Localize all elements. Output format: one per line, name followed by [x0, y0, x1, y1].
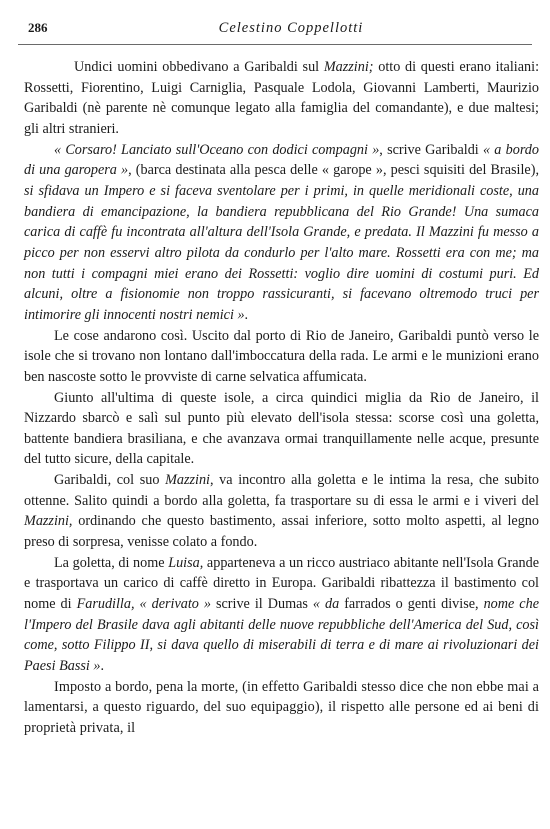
paragraph [24, 326, 539, 388]
text-run: Imposto a bordo, pena la morte, (in effetto Garibaldi stesso dice che non ebbe mai a lamentarsi, a questo riguardo, del suo equipaggio), il rispetto alle persone ed ai beni di proprietà privata, il [24, 678, 539, 736]
text-run: , scrive Garibaldi [379, 141, 483, 158]
text-run: , va incontro alla goletta e le intima la resa, che subito ottenne. Salito quindi a bordo alla goletta, fa trasportare su di essa le armi e i viveri del [24, 472, 540, 509]
text-run: apparteneva a un ricco austriaco abitante nell'Isola Grande e trasportava un carico di caffè diretto in Europa. Garibaldi ribattezza il bastimento col nome di [24, 554, 539, 613]
text-run: Giunto all'ultima di queste isole, a circa quindici miglia da Rio de Janeiro, il Nizzardo sbarcò e salì sul punto più elevato dell'isola stessa: scorse così una goletta, battente bandiera brasiliana, e che avanzava ormai tranquillamente nelle acque, presunte del tutto sicure, della capitale. [24, 389, 539, 468]
text-run: farrados o genti divise, [339, 596, 484, 613]
text-run: Undici uomini obbedivano a Garibaldi sul [74, 59, 324, 75]
text-run: ordinando che questo bastimento, assai inferiore, sotto molto aspetti, al legno preso di sorpresa, venisse colato a fondo. [24, 513, 539, 551]
italic-text: « Corsaro! Lanciato sull'Oceano con dodici compagni » [54, 141, 380, 158]
italic-text: Mazzini [165, 472, 210, 489]
header-rule [18, 44, 532, 45]
page-header [28, 20, 534, 42]
paragraph [24, 553, 539, 677]
paragraph [24, 677, 539, 739]
paragraph [24, 388, 539, 471]
italic-text: Mazzini; [323, 59, 374, 75]
paragraph [24, 470, 539, 553]
text-run: . [244, 306, 249, 323]
paragraph [24, 57, 539, 140]
italic-text: Mazzini, [24, 513, 73, 530]
italic-text: « a bordo di una garopera » [24, 141, 539, 179]
text-run: otto di questi erano italiani: Rossetti, Fiorentino, Luigi Carniglia, Pasquale Lodola, Giovanni Lamberti, Maurizio Garibaldi (nè parente nè comunque legato alla famiglia del comandante), e due maltesi; gli altri stranieri. [24, 59, 540, 137]
italic-text: nome che l'Impero del Brasile dava agli abitanti delle nuove repubbliche dell'America del Sud, così come, sotto Filippo II, si dava quello di miserabili di terra e di mare ai rivoluzionari dei Paesi Bassi » [24, 596, 539, 675]
body-text [24, 57, 539, 739]
text-run: , (barca destinata alla pesca delle « garope », pesci squisiti del Brasile), [128, 162, 539, 179]
text-run: Le cose andarono così. Uscito dal porto di Rio de Janeiro, Garibaldi puntò verso le isole che si trovano non lontano dall'imboccatura della rada. Le armi e le munizioni erano ben nascoste sotto le provviste di carne selvatica affumicata. [24, 327, 539, 385]
page-number: 286 [28, 20, 48, 35]
text-run: Garibaldi, col suo [54, 472, 166, 489]
running-title: Celestino Coppellotti [218, 20, 364, 36]
italic-text: « derivato » [139, 596, 211, 613]
text-run: scrive il Dumas [210, 596, 313, 613]
italic-text: Farudilla, [76, 596, 135, 613]
text-run: La goletta, di nome [54, 554, 169, 571]
italic-text: Luisa, [168, 554, 204, 571]
paragraph [24, 140, 539, 326]
italic-text: si sfidava un Impero e si faceva sventolare per i primi, in quelle meridionali coste, una bandiera di emancipazione, la bandiera repubblicana del Rio Grande! Una sumaca carica di caffè fu incontrata all'altura dell'Isola Grande, e predata. Il Mazzini fu messo a picco per non esservi altro pilota da condurlo per l'alto mare. Rossetti era con me; ma non tutti i compagni miei erano dei Rossetti: voglio dire uomini di costumi puri. Ed alcuni, oltre a fisionomie non troppo rassicuranti, si facevano oltremodo truci per intimorire gli innocenti nostri nemici » [24, 182, 539, 323]
text-run: . [100, 658, 104, 675]
italic-text: « da [312, 596, 340, 613]
